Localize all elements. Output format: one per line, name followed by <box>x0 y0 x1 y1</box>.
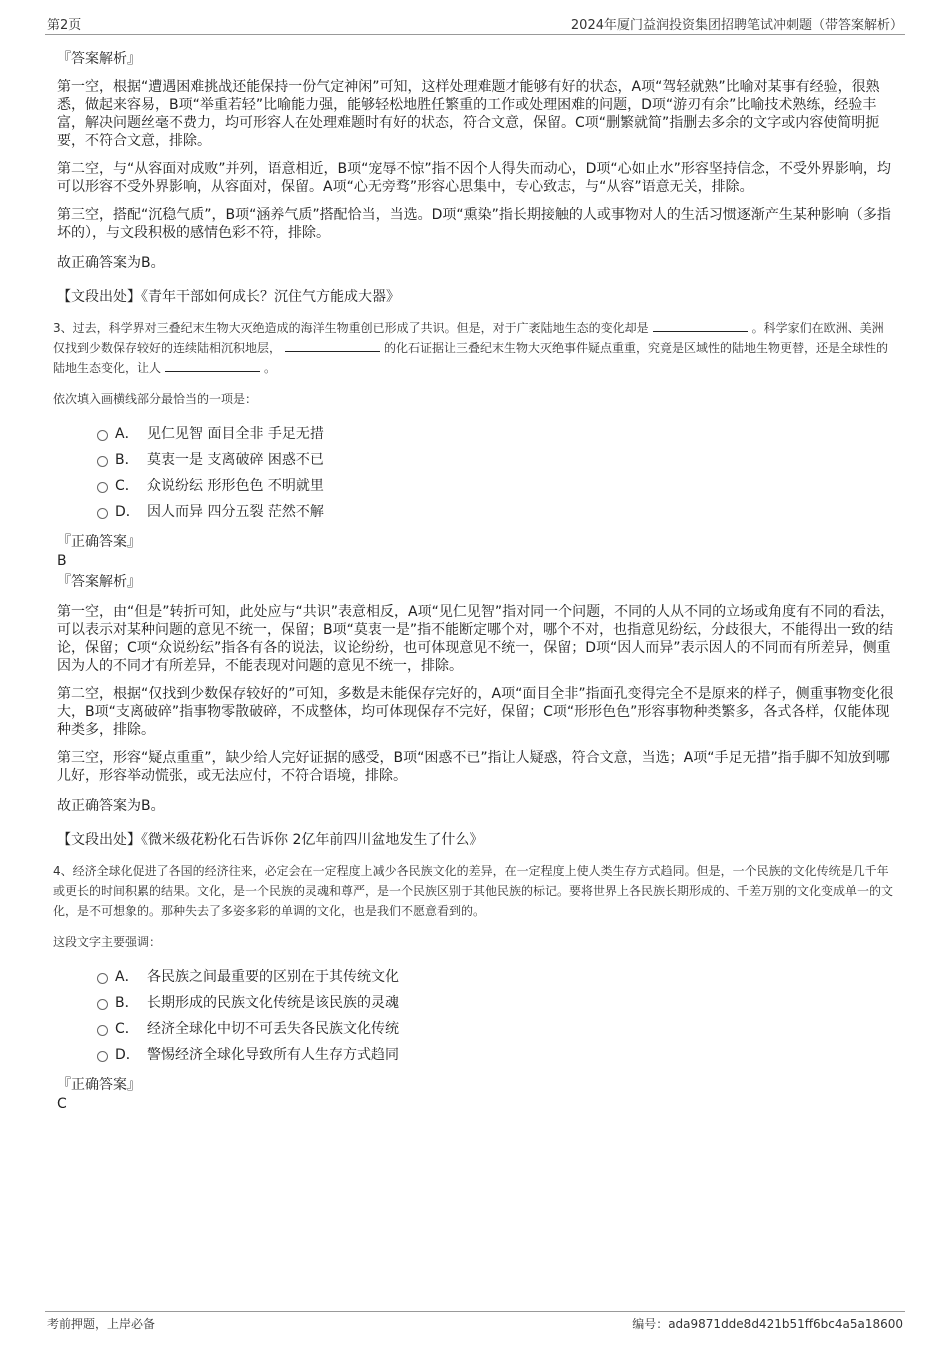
radio-icon[interactable] <box>97 999 108 1010</box>
q4-option-a[interactable] <box>57 964 895 990</box>
q3-analysis-label: 『答案解析』 <box>57 574 141 590</box>
q3-source: 【文段出处】《微米级花粉化石告诉你 2亿年前四川盆地发生了什么》 <box>57 832 484 848</box>
document-title: 2024年厦门益润投资集团招聘笔试冲刺题（带答案解析） <box>570 18 903 33</box>
q3-option-c[interactable] <box>57 473 895 499</box>
q4-answer: C <box>57 1096 67 1112</box>
q3-analysis-paragraph-3: 第三空，形容“疑点重重”，缺少给人完好证据的感受，B项“困惑不已”指让人疑惑，符合文意，当选；A项“手足无措”指手脚不知放到哪儿好，形容举动慌张，或无法应付，不符合语境，排除。 <box>57 750 890 784</box>
q3-answer-label: 『正确答案』 <box>57 534 141 550</box>
q2-conclusion: 故正确答案为B。 <box>57 255 165 271</box>
q4-options <box>57 964 895 1068</box>
q2-analysis-paragraph-2: 第二空，与“从容面对成败”并列，语意相近，B项“宠辱不惊”指不因个人得失而动心，D项“心如止水”形容坚持信念，不受外界影响，均可以形容不受外界影响，从容面对，保留。A项“心无旁骛”形容心思集中，专心致志，与“从容”语意无关，排除。 <box>57 161 891 195</box>
radio-icon[interactable] <box>97 973 108 984</box>
option-letter: D． <box>115 504 140 520</box>
radio-icon[interactable] <box>97 1051 108 1062</box>
q4-text: 4、经济全球化促进了各国的经济往来，必定会在一定程度上减少各民族文化的差异，在一定程度上使人类生存方式趋同。但是，一个民族的文化传统是几千年或更长的时间积累的结果。文化，是一个民族的灵魂和尊严，是一个民族区别于其他民族的标记。要将世界上各民族长期形成的、千差万别的文化变成单一的文化，是不可想象的。那种失去了多姿多彩的单调的文化，也是我们不愿意看到的。 <box>53 864 894 918</box>
option-text: 众说纷纭 形形色色 不明就里 <box>147 478 324 494</box>
radio-icon[interactable] <box>97 508 108 519</box>
q3-text-part-1: 3、过去，科学界对三叠纪末生物大灭绝造成的海洋生物重创已形成了共识。但是，对于广袤陆地生态的变化却是 <box>53 321 649 335</box>
q3-analysis-paragraph-2: 第二空，根据“仅找到少数保存较好的”可知，多数是未能保存完好的，A项“面目全非”指面孔变得完全不是原来的样子，侧重事物变化很大，B项“支离破碎”指事物零散破碎，不成整体，均可体现保存不完好，保留；C项“形形色色”形容事物种类繁多，各式各样，仅能体现种类多，排除。 <box>57 686 894 738</box>
radio-icon[interactable] <box>97 430 108 441</box>
option-letter: C． <box>115 478 139 494</box>
document-body <box>53 48 895 1114</box>
radio-icon[interactable] <box>97 456 108 467</box>
q3-blank-2 <box>285 339 380 352</box>
q4-prompt: 这段文字主要强调： <box>53 935 162 949</box>
q2-source: 【文段出处】《青年干部如何成长？沉住气方能成大器》 <box>57 289 400 305</box>
option-letter: D． <box>115 1047 140 1063</box>
option-letter: A． <box>115 426 139 442</box>
q4-option-d[interactable] <box>57 1042 895 1068</box>
q3-text-part-2: 。科学家们在欧洲、美洲仅找到少数保存较好的连续陆相沉积地层， <box>53 321 884 355</box>
option-text: 各民族之间最重要的区别在于其传统文化 <box>147 969 399 985</box>
radio-icon[interactable] <box>97 1025 108 1036</box>
q3-blank-3 <box>165 359 260 372</box>
option-text: 长期形成的民族文化传统是该民族的灵魂 <box>147 995 399 1011</box>
q4-option-b[interactable] <box>57 990 895 1016</box>
q3-prompt: 依次填入画横线部分最恰当的一项是： <box>53 392 258 406</box>
q3-text-part-3: 的化石证据让三叠纪末生物大灭绝事件疑点重重，究竟是区域性的陆地生物更替，还是全球性的陆地生态变化，让人 <box>53 341 889 375</box>
option-text: 莫衷一是 支离破碎 困惑不已 <box>147 452 324 468</box>
radio-icon[interactable] <box>97 482 108 493</box>
q3-blank-1 <box>653 319 748 332</box>
q3-option-a[interactable] <box>57 421 895 447</box>
option-text: 警惕经济全球化导致所有人生存方式趋同 <box>147 1047 399 1063</box>
q2-analysis-label: 『答案解析』 <box>57 51 141 67</box>
option-letter: C． <box>115 1021 139 1037</box>
option-text: 经济全球化中切不可丢失各民族文化传统 <box>147 1021 399 1037</box>
q3-text <box>53 318 895 378</box>
document-id: 编号：ada9871dde8d421b51ff6bc4a5a18600 <box>632 1317 903 1331</box>
option-letter: B． <box>115 452 139 468</box>
q3-analysis-paragraph-1: 第一空，由“但是”转折可知，此处应与“共识”表意相反，A项“见仁见智”指对同一个问题，不同的人从不同的立场或角度有不同的看法，可以表示对某种问题的意见不统一，保留；B项“莫衷一是”指不能断定哪个对，哪个不对，也指意见纷纭，分歧很大，不能得出一致的结论，保留；C项“众说纷纭”指各有各的说法，议论纷纷，也可体现意见不统一，保留；D项“因人而异”表示因人的不同而有所差异，侧重因为人的不同才有所差异，不能表现对问题的意见不统一，排除。 <box>57 604 895 674</box>
q3-answer: B <box>57 553 67 569</box>
q3-options <box>57 421 895 525</box>
page-header <box>45 12 905 35</box>
q3-text-part-4: 。 <box>264 361 277 375</box>
q3-option-d[interactable] <box>57 499 895 525</box>
footer-slogan: 考前押题，上岸必备 <box>47 1317 156 1331</box>
page-number: 第2页 <box>47 18 82 33</box>
q2-analysis-paragraph-3: 第三空，搭配“沉稳气质”，B项“涵养气质”搭配恰当，当选。D项“熏染”指长期接触的人或事物对人的生活习惯逐渐产生某种影响（多指坏的），与文段积极的感情色彩不符，排除。 <box>57 207 891 241</box>
option-letter: B． <box>115 995 139 1011</box>
q4-answer-label: 『正确答案』 <box>57 1077 141 1093</box>
q3-option-b[interactable] <box>57 447 895 473</box>
page-footer <box>45 1311 905 1332</box>
option-text: 见仁见智 面目全非 手足无措 <box>147 426 324 442</box>
q2-analysis-paragraph-1: 第一空，根据“遭遇困难挑战还能保持一份气定神闲”可知，这样处理难题才能够有好的状态，A项“驾轻就熟”比喻对某事有经验，很熟悉，做起来容易，B项“举重若轻”比喻能力强，能够轻松地胜任繁重的工作或处理困难的问题，D项“游刃有余”比喻技术熟练，经验丰富，解决问题丝毫不费力，均可形容人在处理难题时有好的状态，符合文意，保留。C项“删繁就简”指删去多余的文字或内容使简明扼要，不符合文意，排除。 <box>57 79 880 149</box>
option-letter: A． <box>115 969 139 985</box>
q4-option-c[interactable] <box>57 1016 895 1042</box>
q3-conclusion: 故正确答案为B。 <box>57 798 165 814</box>
option-text: 因人而异 四分五裂 茫然不解 <box>147 504 324 520</box>
